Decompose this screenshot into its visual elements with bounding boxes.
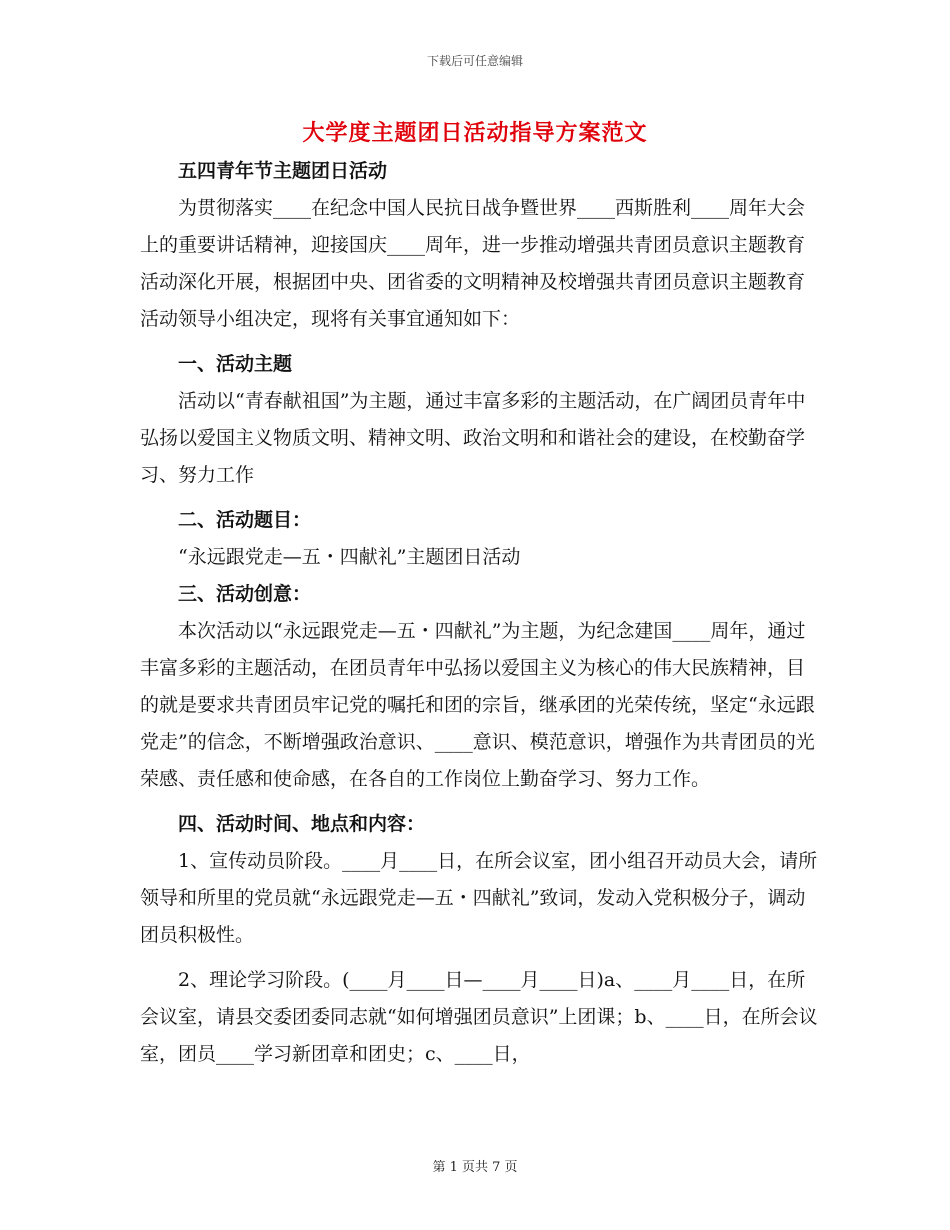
page-header: 下载后可任意编辑 xyxy=(426,54,523,68)
document-subtitle: 五四青年节主题团日活动 xyxy=(178,160,388,182)
section-1-body: 活动以“青春献祖国”为主题，通过丰富多彩的主题活动，在广阔团员青年中弘扬以爱国主义物质文明、精神文明、政治文明和和谐社会的建设，在校勤奋学习、努力工作 xyxy=(140,390,806,486)
section-3-body: 本次活动以“永远跟党走—五・四献礼”为主题，为纪念建国____周年，通过丰富多彩的主题活动，在团员青年中弘扬以爱国主义为核心的伟大民族精神，目的就是要求共青团员牢记党的嘱托和团的宗旨，继承团的光荣传统，坚定“永远跟党走”的信念，不断增强政治意识、____意识、模范意识，增强作为共青团员的光荣感、责任感和使命感，在各自的工作岗位上勤奋学习、努力工作。 xyxy=(140,620,815,790)
intro-paragraph: 为贯彻落实____在纪念中国人民抗日战争暨世界____西斯胜利____周年大会上的重要讲话精神，迎接国庆____周年，进一步推动增强共青团员意识主题教育活动深化开展，根据团中央、团省委的文明精神及校增强共青团员意识主题教育活动领导小组决定，现将有关事宜通知如下： xyxy=(140,197,806,330)
section-4-item-2: 2、理论学习阶段。(____月____日—____月____日)a、____月____日，在所会议室，请县交委团委同志就“如何增强团员意识”上团课；b、____日，在所会议室，团员____学习新团章和团史；c、____日， xyxy=(140,969,818,1065)
section-4-heading: 四、活动时间、地点和内容： xyxy=(178,813,426,835)
section-4-item-1: 1、宣传动员阶段。____月____日，在所会议室，团小组召开动员大会，请所领导和所里的党员就“永远跟党走—五・四献礼”致词，发动入党积极分子，调动团员积极性。 xyxy=(140,850,818,946)
section-2-heading: 二、活动题目： xyxy=(178,509,312,531)
section-1-heading: 一、活动主题 xyxy=(178,353,293,375)
section-3-heading: 三、活动创意： xyxy=(178,583,312,605)
page-footer: 第 1 页共 7 页 xyxy=(432,1160,518,1175)
document-title: 大学度主题团日活动指导方案范文 xyxy=(302,120,648,146)
section-2-body: “永远跟党走—五・四献礼”主题团日活动 xyxy=(178,546,521,568)
document-body xyxy=(140,153,820,1073)
